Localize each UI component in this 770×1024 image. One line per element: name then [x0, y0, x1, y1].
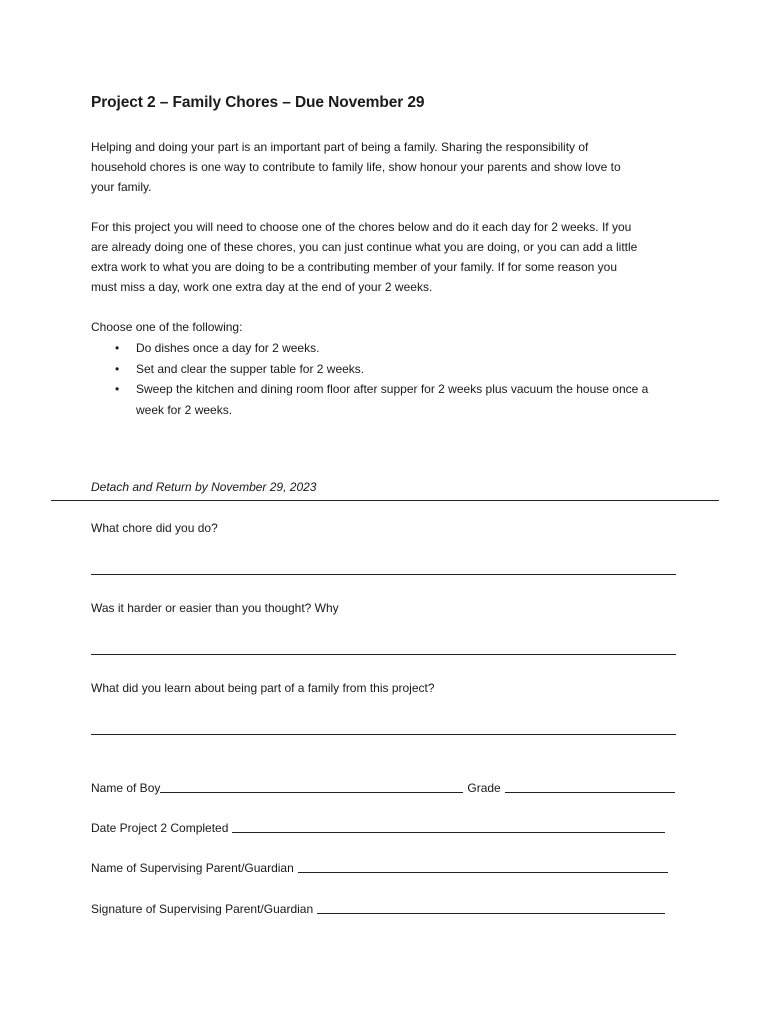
- chore-text: Sweep the kitchen and dining room floor after supper for 2 weeks plus vacuum the house once a: [136, 382, 649, 396]
- date-completed-label: Date Project 2 Completed: [91, 821, 229, 835]
- chore-text: week for 2 weeks.: [136, 402, 233, 417]
- chore-list-item: [91, 338, 711, 359]
- date-completed-field[interactable]: [232, 820, 665, 833]
- bullet-icon: •: [115, 341, 120, 355]
- detach-label: Detach and Return by November 29, 2023: [91, 480, 317, 494]
- question-difficulty: Was it harder or easier than you thought? Why: [91, 601, 339, 615]
- name-of-boy-field[interactable]: [160, 780, 463, 793]
- instructions-paragraph: [91, 217, 691, 297]
- question-learned: What did you learn about being part of a family from this project?: [91, 681, 435, 695]
- intro-line: your family.: [91, 180, 152, 194]
- question-chore: What chore did you do?: [91, 521, 218, 535]
- chore-text: Do dishes once a day for 2 weeks.: [136, 341, 320, 355]
- answer-line-chore[interactable]: [91, 574, 676, 575]
- answer-line-learned[interactable]: [91, 734, 676, 735]
- supervising-parent-signature-label: Signature of Supervising Parent/Guardian: [91, 902, 314, 916]
- supervising-parent-name-field[interactable]: [298, 860, 668, 873]
- instructions-line: For this project you will need to choose one of the chores below and do it each day for 2 weeks. If you: [91, 220, 632, 234]
- instructions-line: extra work to what you are doing to be a contributing member of your family. If for some reason you: [91, 260, 618, 274]
- detach-divider: [51, 500, 719, 501]
- instructions-line: are already doing one of these chores, you can just continue what you are doing, or you can add a little: [91, 240, 638, 254]
- supervising-parent-name-label: Name of Supervising Parent/Guardian: [91, 861, 294, 875]
- chore-list-item: [91, 359, 711, 380]
- intro-paragraph: [91, 137, 691, 197]
- date-completed-row: [91, 820, 665, 835]
- chore-list-item: [91, 379, 711, 420]
- name-of-boy-label: Name of Boy: [91, 781, 161, 795]
- grade-field[interactable]: [505, 780, 675, 793]
- bullet-icon: •: [115, 382, 120, 396]
- instructions-line: must miss a day, work one extra day at the end of your 2 weeks.: [91, 280, 433, 294]
- choose-label: Choose one of the following:: [91, 320, 243, 334]
- supervising-parent-signature-field[interactable]: [317, 901, 665, 914]
- answer-line-difficulty[interactable]: [91, 654, 676, 655]
- intro-line: Helping and doing your part is an important part of being a family. Sharing the responsibility of: [91, 140, 589, 154]
- supervising-parent-name-row: [91, 860, 668, 875]
- chore-list: [91, 338, 711, 420]
- grade-label: Grade: [467, 781, 501, 795]
- intro-line: household chores is one way to contribute to family life, show honour your parents and show love to: [91, 160, 621, 174]
- page-title: Project 2 – Family Chores – Due November 29: [91, 94, 425, 111]
- bullet-icon: •: [115, 361, 120, 376]
- chore-text: Set and clear the supper table for 2 weeks.: [136, 361, 365, 376]
- supervising-parent-signature-row: [91, 901, 665, 916]
- name-grade-row: [91, 780, 675, 795]
